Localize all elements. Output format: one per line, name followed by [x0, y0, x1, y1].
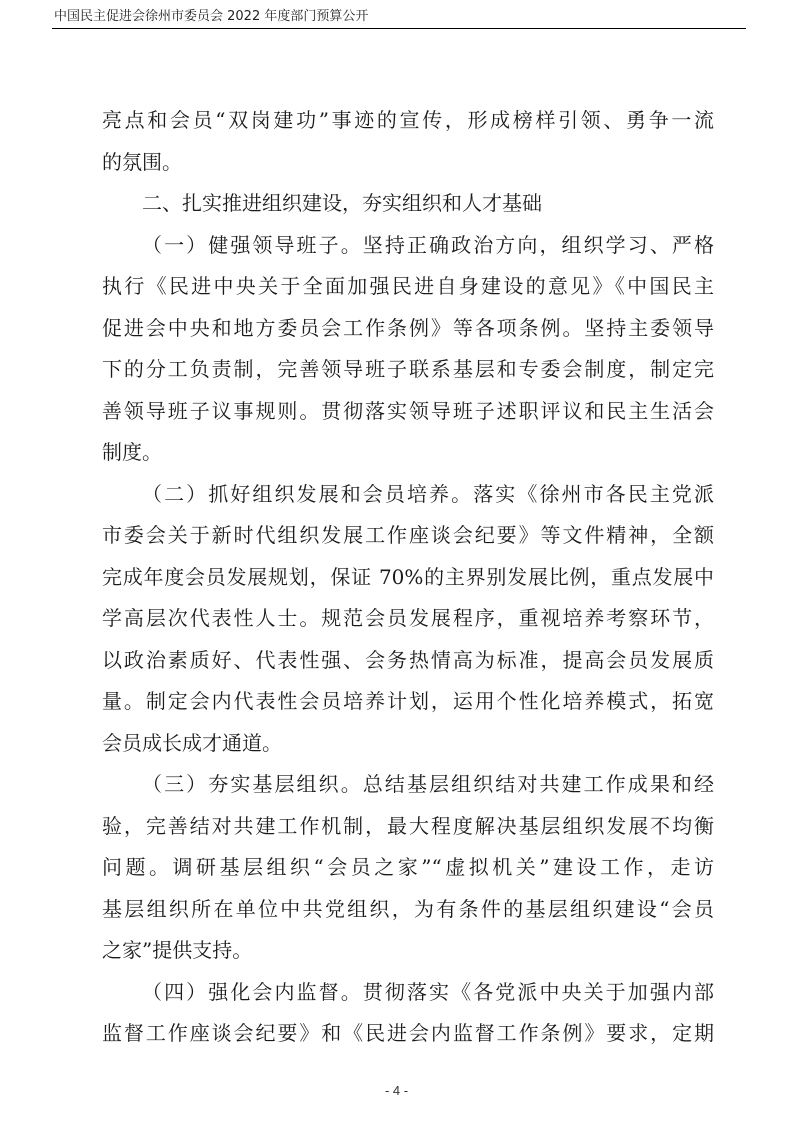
body-text-line: 市委会关于新时代组织发展工作座谈会纪要》等文件精神，全额 — [102, 523, 714, 547]
body-text-line: 的氛围。 — [102, 149, 182, 174]
body-text-line: 制度。 — [102, 440, 162, 464]
body-text-line: 会员成长成才通道。 — [102, 730, 282, 755]
body-text-line: （三）夯实基层组织。总结基层组织结对共建工作成果和经 — [142, 772, 714, 796]
body-text-line: 学高层次代表性人士。规范会员发展程序，重视培养考察环节， — [102, 606, 714, 630]
body-text-line: 验，完善结对共建工作机制，最大程度解决基层组织发展不均衡 — [102, 813, 714, 838]
body-text-line: 下的分工负责制，完善领导班子联系基层和专委会制度，制定完 — [102, 357, 714, 381]
body-text-line: 执行《民进中央关于全面加强民进自身建设的意见》《中国民主 — [102, 274, 714, 298]
body-text-line: 二、扎实推进组织建设，夯实组织和人才基础 — [142, 191, 542, 215]
body-text-line: （二）抓好组织发展和会员培养。落实《徐州市各民主党派 — [142, 481, 714, 506]
body-text-line: 量。制定会内代表性会员培养计划，运用个性化培养模式，拓宽 — [102, 689, 714, 713]
header-title: 中国民主促进会徐州市委员会 2022 年度部门预算公开 — [54, 9, 369, 24]
body-text-line: （一）健强领导班子。坚持正确政治方向，组织学习、严格 — [142, 232, 714, 257]
body-text-line: 问题。调研基层组织“会员之家”“虚拟机关”建设工作，走访 — [102, 855, 714, 879]
body-text-line: 以政治素质好、代表性强、会务热情高为标准，提高会员发展质 — [102, 647, 714, 672]
body-text-line: （四）强化会内监督。贯彻落实《各党派中央关于加强内部 — [142, 979, 714, 1004]
body-text-line: 监督工作座谈会纪要》和《民进会内监督工作条例》要求，定期 — [102, 1021, 714, 1045]
body-text-line: 完成年度会员发展规划，保证 70%的主界别发展比例，重点发展中 — [102, 564, 714, 589]
page-header — [52, 8, 746, 29]
body-text-line: 之家”提供支持。 — [102, 938, 253, 962]
document-body — [102, 100, 714, 1055]
body-text-line: 亮点和会员“双岗建功”事迹的宣传，形成榜样引领、勇争一流 — [102, 108, 714, 132]
body-text-line: 促进会中央和地方委员会工作条例》等各项条例。坚持主委领导 — [102, 315, 714, 340]
page-number: - 4 - — [384, 1083, 409, 1098]
body-text-line: 基层组织所在单位中共党组织，为有条件的基层组织建设“会员 — [102, 896, 714, 921]
body-text-line: 善领导班子议事规则。贯彻落实领导班子述职评议和民主生活会 — [102, 398, 714, 423]
